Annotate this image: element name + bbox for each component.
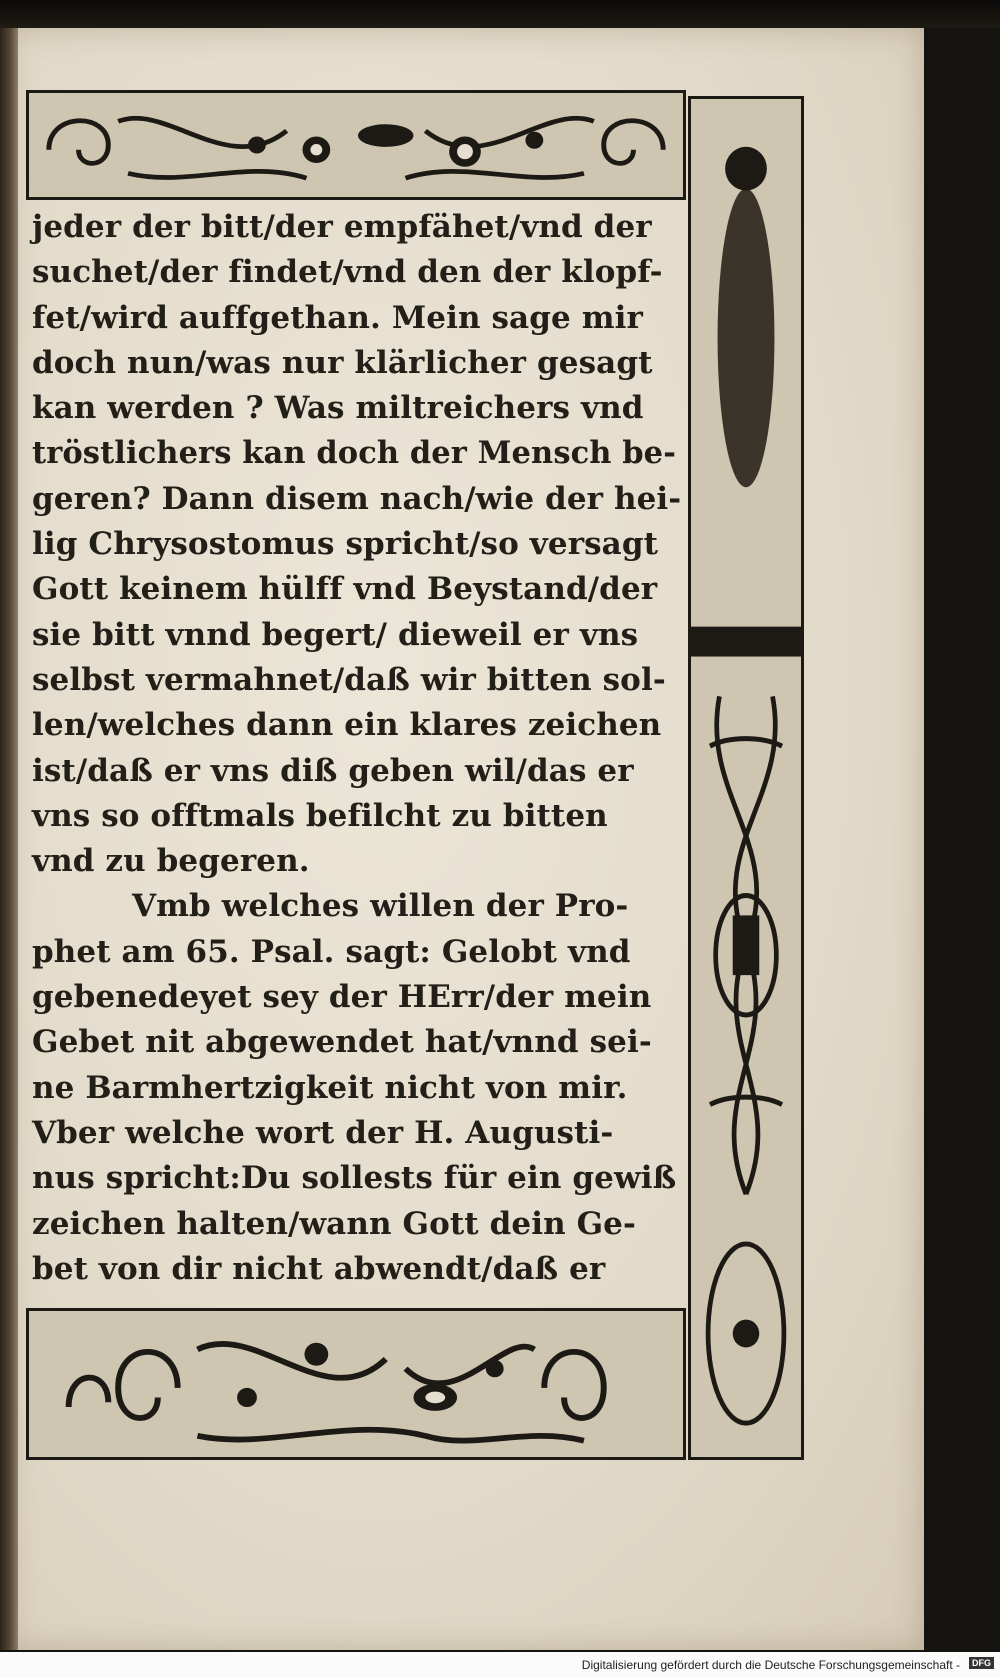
text-line: ne Barmhertzigkeit nicht von mir. — [32, 1069, 628, 1106]
woodcut-border-top — [26, 90, 686, 200]
text-line: Gott keinem hülff vnd Beystand/der — [32, 571, 658, 608]
text-line: geren? Dann disem nach/wie der hei- — [32, 480, 682, 517]
text-line: doch nun/was nur klärlicher gesagt — [32, 344, 653, 381]
text-line: sie bitt vnnd begert/ dieweil er vns — [32, 616, 639, 653]
text-line: suchet/der findet/vnd den der klopf- — [32, 254, 663, 291]
digitization-footer — [0, 1652, 1000, 1678]
text-line: phet am 65. Psal. sagt: Gelobt vnd — [32, 933, 631, 970]
dfg-logo: DFG — [969, 1657, 994, 1669]
text-line: selbst vermahnet/daß wir bitten sol- — [32, 661, 666, 698]
text-line: vns so offtmals befilcht zu bitten — [32, 797, 608, 834]
funding-credit: Digitalisierung gefördert durch die Deutsche Forschungsgemeinschaft - — [581, 1658, 960, 1672]
text-line: Gebet nit abgewendet hat/vnnd sei- — [32, 1024, 652, 1061]
text-line: bet von dir nicht abwendt/daß er — [32, 1250, 606, 1287]
text-line: kan werden ? Was miltreichers vnd — [32, 390, 644, 427]
book-spine-edge — [0, 28, 18, 1650]
text-line: nus spricht:Du sollests für ein gewiß — [32, 1160, 677, 1197]
woodcut-border-right — [688, 96, 804, 1460]
text-line: Vmb welches willen der Pro- — [132, 888, 629, 925]
text-line: lig Chrysostomus spricht/so versagt — [32, 526, 659, 563]
text-line: vnd zu begeren. — [32, 843, 310, 880]
text-line: fet/wird auffgethan. Mein sage mir — [32, 299, 643, 336]
text-line: jeder der bitt/der empfähet/vnd der — [32, 209, 652, 245]
text-line: Vber welche wort der H. Augusti- — [32, 1114, 614, 1151]
text-line: tröstlichers kan doch der Mensch be- — [32, 435, 676, 472]
text-line: zeichen halten/wann Gott dein Ge- — [32, 1205, 636, 1242]
text-line: len/welches dann ein klares zeichen — [32, 707, 662, 744]
scan-top-edge — [0, 0, 1000, 28]
text-line: gebenedeyet sey der HErr/der mein — [32, 979, 652, 1016]
woodcut-border-bottom — [26, 1308, 686, 1460]
text-line: ist/daß er vns diß geben wil/das er — [32, 752, 634, 789]
text-block — [32, 205, 682, 1292]
